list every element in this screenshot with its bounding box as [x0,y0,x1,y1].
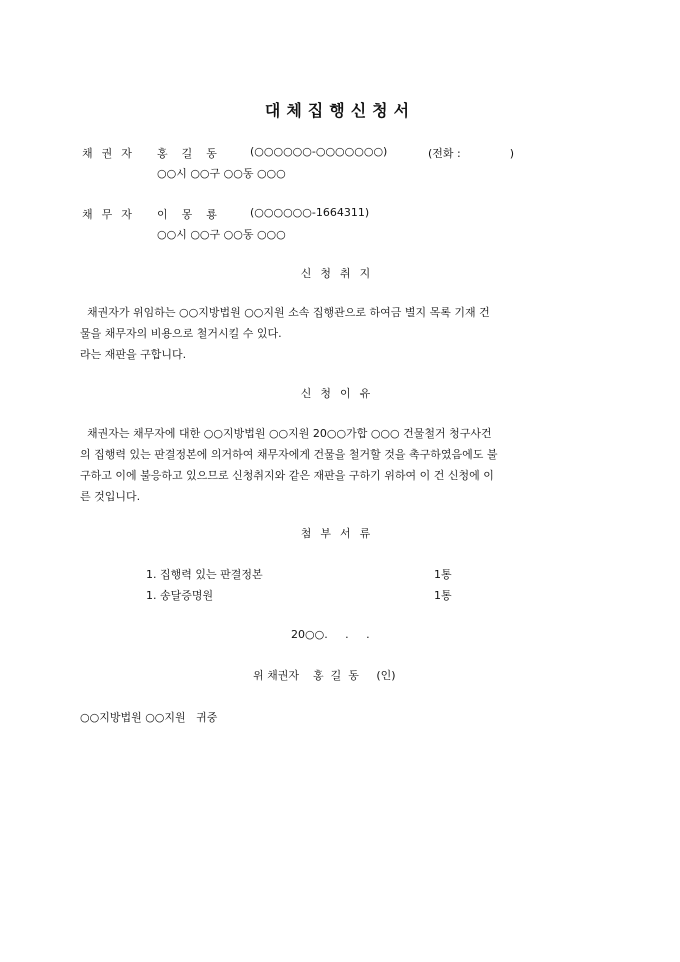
creditor-label: 채권자 [82,147,141,160]
debtor-address: ○○시 ○○구 ○○동 ○○○ [157,228,286,241]
creditor-phone: (전화 : ) [428,147,514,160]
debtor-name: 이 몽 룡 [157,208,217,221]
creditor-address: ○○시 ○○구 ○○동 ○○○ [157,167,286,180]
reason-line-2: 의 집행력 있는 판결정본에 의거하여 채무자에게 건물을 철거할 것을 촉구하였음에도 불 [80,448,498,461]
purpose-line-1: 채권자가 위임하는 ○○지방법원 ○○지원 소속 집행관으로 하여금 별지 목록 기재 건 [80,306,490,319]
reason-line-1: 채권자는 채무자에 대한 ○○지방법원 ○○지원 20○○가합 ○○○ 건물철거 청구사건 [80,427,492,440]
purpose-heading: 신청취지 [300,267,380,280]
document-date: 20○○. . . [291,628,370,641]
debtor-label: 채무자 [82,208,141,221]
attachments-heading: 첨부서류 [300,527,380,540]
attachment-item-count: 1통 [434,568,452,581]
reason-line-3: 구하고 이에 불응하고 있으므로 신청취지와 같은 재판을 구하기 위하여 이 건 신청에 이 [80,469,494,482]
attachment-item-label: 1. 집행력 있는 판결정본 [146,568,263,581]
creditor-name: 홍 길 동 [157,147,217,160]
purpose-line-3: 라는 재판을 구합니다. [80,348,187,361]
court-addressee: ○○지방법원 ○○지원 귀중 [80,711,218,724]
attachment-item-count: 1통 [434,589,452,602]
signature-line: 위 채권자 홍 길 동 (인) [253,669,396,682]
attachment-item-label: 1. 송달증명원 [146,589,214,602]
purpose-line-2: 물을 채무자의 비용으로 철거시킬 수 있다. [80,327,282,340]
reason-heading: 신청이유 [300,387,380,400]
reason-line-4: 른 것입니다. [80,490,141,503]
debtor-id-number: (○○○○○○-1664311) [250,206,370,219]
document-title: 대체집행신청서 [264,101,416,120]
creditor-id-number: (○○○○○○-○○○○○○○) [250,145,388,158]
